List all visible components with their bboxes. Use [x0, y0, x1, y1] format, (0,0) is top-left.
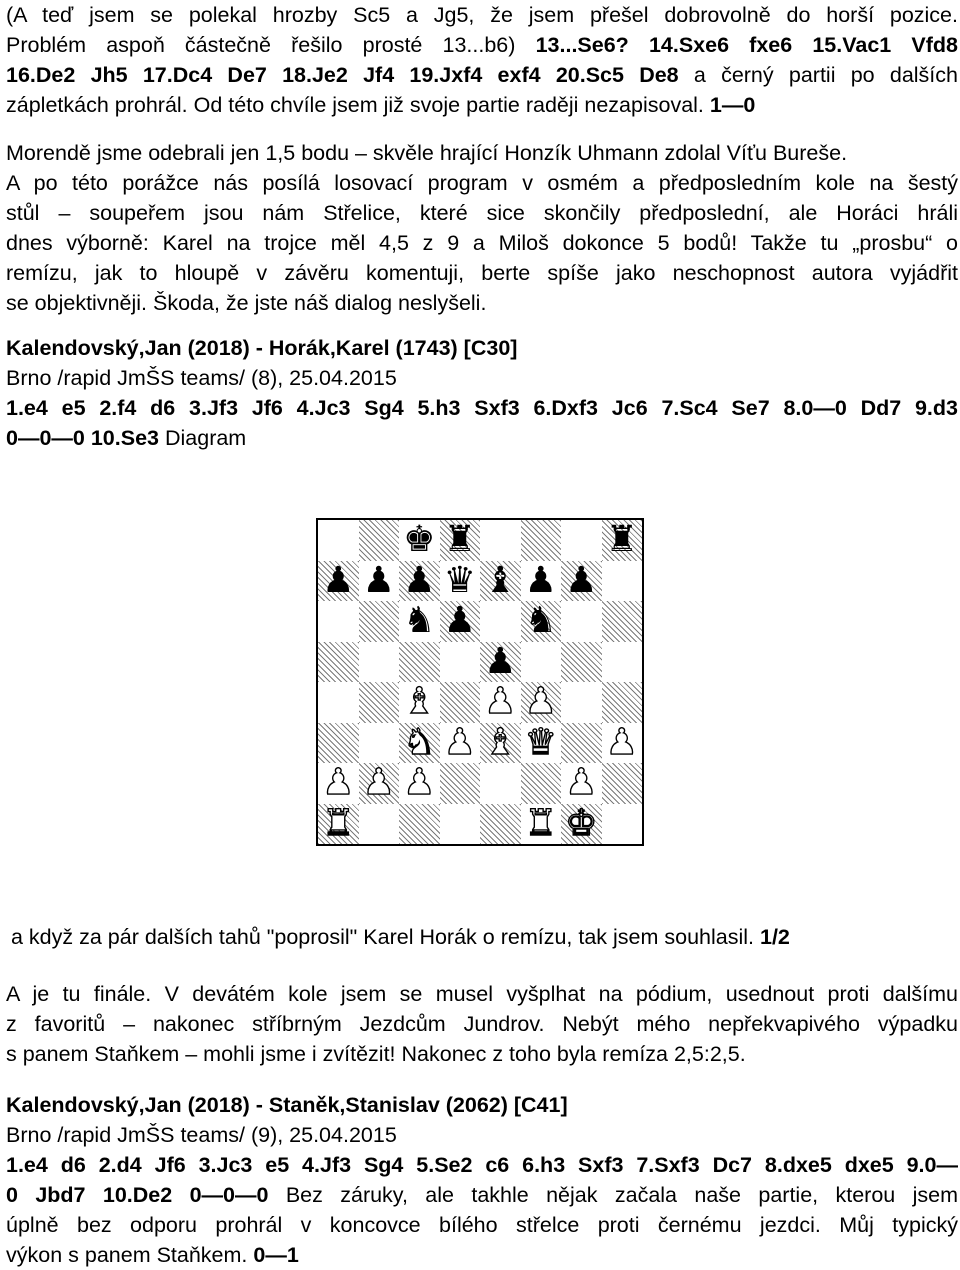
square-f2 — [521, 763, 562, 804]
square-c1 — [399, 804, 440, 845]
game-moves-line — [6, 1180, 958, 1210]
square-b4 — [359, 682, 400, 723]
moves-bold: 16.De2 Jh5 17.Dc4 De7 18.Je2 Jf4 19.Jxf4 exf4 20.Sc5 De8 — [6, 63, 679, 87]
square-b8 — [359, 520, 400, 561]
square-a8 — [318, 520, 359, 561]
moves-bold: 13...Se6? 14.Sxe6 fxe6 15.Vac1 Vfd8 — [535, 33, 958, 57]
square-h1 — [602, 804, 643, 845]
game-header-text: Kalendovský,Jan (2018) - Staněk,Stanislav (2062) [C41] — [6, 1093, 568, 1117]
square-d3 — [440, 723, 481, 764]
text-span: Bez záruky, ale takhle nějak začala naše partie, kterou jsem — [268, 1183, 959, 1207]
diagram-label: Diagram — [159, 426, 247, 450]
text-line: z favoritů – nakonec stříbrným Jezdcům Jundrov. Nebýt mého nepřekvapivého výpadku — [6, 1012, 958, 1036]
moves-bold: 1.e4 d6 2.d4 Jf6 3.Jc3 e5 4.Jf3 Sg4 5.Se2 c6 6.h3 Sxf3 7.Sxf3 Dc7 8.dxe5 dxe5 9.0— — [6, 1153, 958, 1177]
square-c2 — [399, 763, 440, 804]
square-f7 — [521, 561, 562, 602]
square-a5 — [318, 642, 359, 683]
square-h8 — [602, 520, 643, 561]
square-g1 — [561, 804, 602, 845]
text-span: zápletkách prohrál. Od této chvíle jsem již svoje partie raději nezapisoval. — [6, 93, 710, 117]
game-header — [6, 333, 958, 363]
square-h2 — [602, 763, 643, 804]
square-d6 — [440, 601, 481, 642]
white-pawn-icon: ♟ — [443, 721, 476, 763]
text-span: výkon s panem Staňkem. — [6, 1243, 254, 1267]
square-f1 — [521, 804, 562, 845]
square-e6 — [480, 601, 521, 642]
square-f6 — [521, 601, 562, 642]
game-header-text: Kalendovský,Jan (2018) - Horák,Karel (1743) [C30] — [6, 336, 518, 360]
text-line: s panem Staňkem – mohli jsme i zvítězit! Nakonec z toho byla remíza 2,5:2,5. — [6, 1042, 746, 1066]
square-d1 — [440, 804, 481, 845]
black-queen-icon: ♛ — [443, 559, 476, 601]
white-king-icon: ♚ — [565, 802, 598, 844]
text-line — [6, 60, 958, 90]
white-bishop-icon: ♝ — [484, 721, 517, 763]
game-header — [6, 1090, 958, 1120]
square-d8 — [440, 520, 481, 561]
square-a7 — [318, 561, 359, 602]
white-pawn-icon: ♟ — [565, 762, 598, 803]
text-line — [6, 30, 958, 60]
chess-board — [318, 520, 642, 844]
square-h3 — [602, 723, 643, 764]
square-g2 — [561, 763, 602, 804]
text-span: a černý partii po dalších — [678, 63, 958, 87]
black-king-icon: ♚ — [403, 519, 436, 560]
square-e2 — [480, 763, 521, 804]
white-pawn-icon: ♟ — [484, 681, 517, 722]
paragraph-final — [6, 979, 958, 1069]
text-line: úplně bez odporu prohrál v koncovce bílého střelce proti černému jezdci. Můj typický — [6, 1213, 958, 1237]
square-a2 — [318, 763, 359, 804]
square-e8 — [480, 520, 521, 561]
square-b1 — [359, 804, 400, 845]
chess-diagram — [316, 518, 644, 846]
white-pawn-icon: ♟ — [362, 762, 395, 803]
square-g4 — [561, 682, 602, 723]
square-h6 — [602, 601, 643, 642]
text-line: (A teď jsem se polekal hrozby Sc5 a Jg5, že jsem přešel dobrovolně do horší pozice. — [6, 3, 958, 27]
square-g6 — [561, 601, 602, 642]
result-bold: 1—0 — [709, 93, 756, 117]
game-moves-line — [6, 423, 958, 453]
black-pawn-icon: ♟ — [322, 559, 355, 601]
black-rook-icon: ♜ — [443, 519, 476, 560]
black-pawn-icon: ♟ — [565, 559, 598, 601]
game1-block — [6, 333, 958, 453]
text-line: A je tu finále. V devátém kole jsem se musel vyšplhat na pódium, usednout proti dalšímu — [6, 982, 958, 1006]
square-b6 — [359, 601, 400, 642]
square-d4 — [440, 682, 481, 723]
text-span: Problém aspoň částečně řešilo prosté 13...b6) — [6, 33, 536, 57]
square-d7 — [440, 561, 481, 602]
white-knight-icon: ♞ — [403, 721, 436, 763]
moves-bold: 0 Jbd7 10.De2 0—0—0 — [6, 1183, 269, 1207]
text-line: remízu, jak to hloupě v závěru komentuji, berte spíše jako neschopnost autora vyjádřit — [6, 261, 958, 285]
moves-bold: 0—0—0 10.Se3 — [6, 426, 159, 450]
square-c7 — [399, 561, 440, 602]
square-a4 — [318, 682, 359, 723]
square-g7 — [561, 561, 602, 602]
square-b3 — [359, 723, 400, 764]
square-e4 — [480, 682, 521, 723]
text-line — [6, 1240, 958, 1270]
paragraph-report — [6, 138, 958, 318]
square-f3 — [521, 723, 562, 764]
square-f8 — [521, 520, 562, 561]
square-h5 — [602, 642, 643, 683]
black-bishop-icon: ♝ — [484, 559, 517, 601]
square-e7 — [480, 561, 521, 602]
square-b2 — [359, 763, 400, 804]
black-pawn-icon: ♟ — [484, 640, 517, 682]
moves-bold: 1.e4 e5 2.f4 d6 3.Jf3 Jf6 4.Jc3 Sg4 5.h3 Sxf3 6.Dxf3 Jc6 7.Sc4 Se7 8.0—0 Dd7 9.d3 — [6, 396, 958, 420]
black-pawn-icon: ♟ — [443, 600, 476, 641]
square-e3 — [480, 723, 521, 764]
square-a6 — [318, 601, 359, 642]
white-pawn-icon: ♟ — [403, 762, 436, 803]
square-h4 — [602, 682, 643, 723]
text-span: a když za pár dalších tahů "poprosil" Karel Horák o remízu, tak jsem souhlasil. — [11, 925, 760, 949]
black-pawn-icon: ♟ — [362, 559, 395, 601]
black-pawn-icon: ♟ — [524, 559, 557, 601]
game-event: Brno /rapid JmŠS teams/ (8), 25.04.2015 — [6, 366, 397, 390]
black-pawn-icon: ♟ — [403, 559, 436, 601]
black-rook-icon: ♜ — [605, 519, 638, 560]
square-f5 — [521, 642, 562, 683]
square-a1 — [318, 804, 359, 845]
square-h7 — [602, 561, 643, 602]
square-g5 — [561, 642, 602, 683]
square-g8 — [561, 520, 602, 561]
square-c4 — [399, 682, 440, 723]
square-e5 — [480, 642, 521, 683]
text-line: Morendě jsme odebrali jen 1,5 bodu – skvěle hrající Honzík Uhmann zdolal Víťu Bureše. — [6, 141, 848, 165]
square-d5 — [440, 642, 481, 683]
text-span: dnes výborně: Karel na trojce měl 4,5 z 9 a Miloš dokonce 5 bodů! — [6, 231, 751, 255]
square-b5 — [359, 642, 400, 683]
text-line — [6, 228, 958, 258]
square-c5 — [399, 642, 440, 683]
result-bold: 1/2 — [759, 925, 790, 949]
white-rook-icon: ♜ — [524, 802, 557, 844]
white-pawn-icon: ♟ — [322, 762, 355, 803]
after-diagram-text — [11, 922, 958, 952]
square-c6 — [399, 601, 440, 642]
white-queen-icon: ♛ — [524, 721, 557, 763]
square-b7 — [359, 561, 400, 602]
game2-block — [6, 1090, 958, 1270]
text-line: A po této porážce nás posílá losovací program v osmém a předposledním kole na šestý — [6, 171, 958, 195]
square-a3 — [318, 723, 359, 764]
square-c3 — [399, 723, 440, 764]
white-pawn-icon: ♟ — [524, 681, 557, 722]
white-pawn-icon: ♟ — [605, 721, 638, 763]
white-bishop-icon: ♝ — [403, 681, 436, 722]
game-moves-line — [6, 393, 958, 423]
text-line — [11, 922, 958, 952]
text-span: Takže tu „prosbu“ o — [750, 231, 958, 255]
square-c8 — [399, 520, 440, 561]
game-moves-line — [6, 1150, 958, 1180]
result-bold: 0—1 — [253, 1243, 299, 1267]
white-rook-icon: ♜ — [322, 802, 355, 844]
square-d2 — [440, 763, 481, 804]
text-line — [6, 90, 958, 120]
paragraph-annotation — [6, 0, 958, 120]
game-event: Brno /rapid JmŠS teams/ (9), 25.04.2015 — [6, 1123, 397, 1147]
black-knight-icon: ♞ — [524, 600, 557, 641]
text-line: stůl – soupeřem jsou nám Střelice, které sice skončily předposlední, ale Horáci hráli — [6, 201, 958, 225]
square-g3 — [561, 723, 602, 764]
black-knight-icon: ♞ — [403, 600, 436, 641]
square-e1 — [480, 804, 521, 845]
square-f4 — [521, 682, 562, 723]
text-line: se objektivněji. Škoda, že jste náš dialog neslyšeli. — [6, 291, 487, 315]
